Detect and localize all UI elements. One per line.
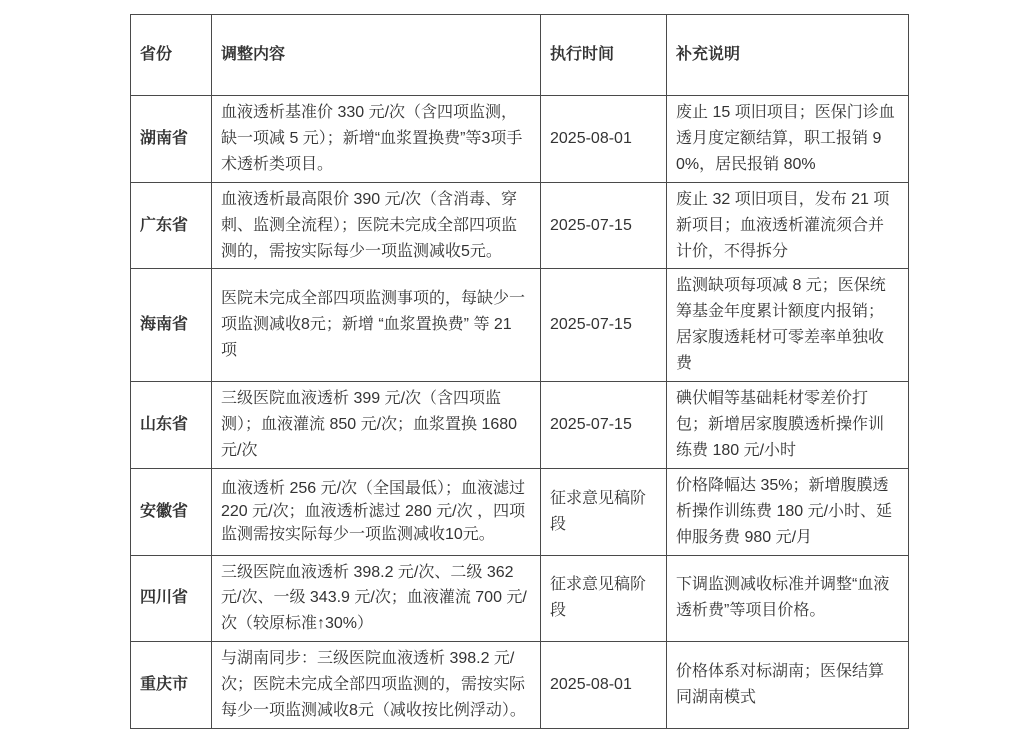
cell-notes: 价格体系对标湖南；医保结算同湖南模式 bbox=[667, 642, 909, 729]
cell-notes: 监测缺项每项减 8 元；医保统筹基金年度累计额度内报销；居家腹透耗材可零差率单独收费 bbox=[667, 269, 909, 382]
table-row bbox=[131, 642, 909, 729]
cell-effective-time: 2025-08-01 bbox=[541, 642, 667, 729]
cell-notes: 碘伏帽等基础耗材零差价打包；新增居家腹膜透析操作训练费 180 元/小时 bbox=[667, 382, 909, 469]
cell-adjustment: 血液透析基准价 330 元/次（含四项监测，缺一项减 5 元）；新增“血浆置换费”等3项手术透析类项目。 bbox=[212, 96, 541, 183]
cell-notes: 下调监测减收标准并调整“血液透析费”等项目价格。 bbox=[667, 555, 909, 642]
cell-effective-time: 2025-07-15 bbox=[541, 269, 667, 382]
cell-province: 重庆市 bbox=[131, 642, 212, 729]
header-row bbox=[131, 15, 909, 96]
cell-effective-time: 2025-07-15 bbox=[541, 182, 667, 269]
col-header-adjustment: 调整内容 bbox=[212, 15, 541, 96]
cell-adjustment: 医院未完成全部四项监测事项的，每缺少一项监测减收8元；新增 “血浆置换费” 等 21 项 bbox=[212, 269, 541, 382]
table-row bbox=[131, 468, 909, 555]
cell-province: 湖南省 bbox=[131, 96, 212, 183]
col-header-effective-time: 执行时间 bbox=[541, 15, 667, 96]
table-container bbox=[130, 14, 908, 729]
cell-effective-time: 2025-08-01 bbox=[541, 96, 667, 183]
cell-effective-time: 征求意见稿阶段 bbox=[541, 468, 667, 555]
cell-notes: 废止 32 项旧项目，发布 21 项新项目；血液透析灌流须合并计价，不得拆分 bbox=[667, 182, 909, 269]
cell-adjustment: 三级医院血液透析 399 元/次（含四项监测）；血液灌流 850 元/次；血浆置换 1680 元/次 bbox=[212, 382, 541, 469]
cell-adjustment: 血液透析最高限价 390 元/次（含消毒、穿刺、监测全流程）；医院未完成全部四项监测的，需按实际每少一项监测减收5元。 bbox=[212, 182, 541, 269]
cell-effective-time: 征求意见稿阶段 bbox=[541, 555, 667, 642]
col-header-notes: 补充说明 bbox=[667, 15, 909, 96]
cell-adjustment: 三级医院血液透析 398.2 元/次、二级 362 元/次、一级 343.9 元/次；血液灌流 700 元/次（较原标准↑30%） bbox=[212, 555, 541, 642]
cell-effective-time: 2025-07-15 bbox=[541, 382, 667, 469]
cell-notes: 废止 15 项旧项目；医保门诊血透月度定额结算，职工报销 90%，居民报销 80% bbox=[667, 96, 909, 183]
cell-adjustment: 与湖南同步：三级医院血液透析 398.2 元/次；医院未完成全部四项监测的，需按实际每少一项监测减收8元（减收按比例浮动）。 bbox=[212, 642, 541, 729]
col-header-province: 省份 bbox=[131, 15, 212, 96]
cell-notes: 价格降幅达 35%；新增腹膜透析操作训练费 180 元/小时、延伸服务费 980 元/月 bbox=[667, 468, 909, 555]
dialysis-price-table bbox=[130, 14, 909, 729]
table-row bbox=[131, 182, 909, 269]
cell-province: 四川省 bbox=[131, 555, 212, 642]
cell-province: 海南省 bbox=[131, 269, 212, 382]
table-row bbox=[131, 269, 909, 382]
table-row bbox=[131, 96, 909, 183]
cell-province: 山东省 bbox=[131, 382, 212, 469]
table-row bbox=[131, 555, 909, 642]
table-row bbox=[131, 382, 909, 469]
cell-province: 安徽省 bbox=[131, 468, 212, 555]
cell-province: 广东省 bbox=[131, 182, 212, 269]
cell-adjustment: 血液透析 256 元/次（全国最低）；血液滤过 220 元/次；血液透析滤过 280 元/次 ，四项监测需按实际每少一项监测减收10元。 bbox=[212, 468, 541, 555]
